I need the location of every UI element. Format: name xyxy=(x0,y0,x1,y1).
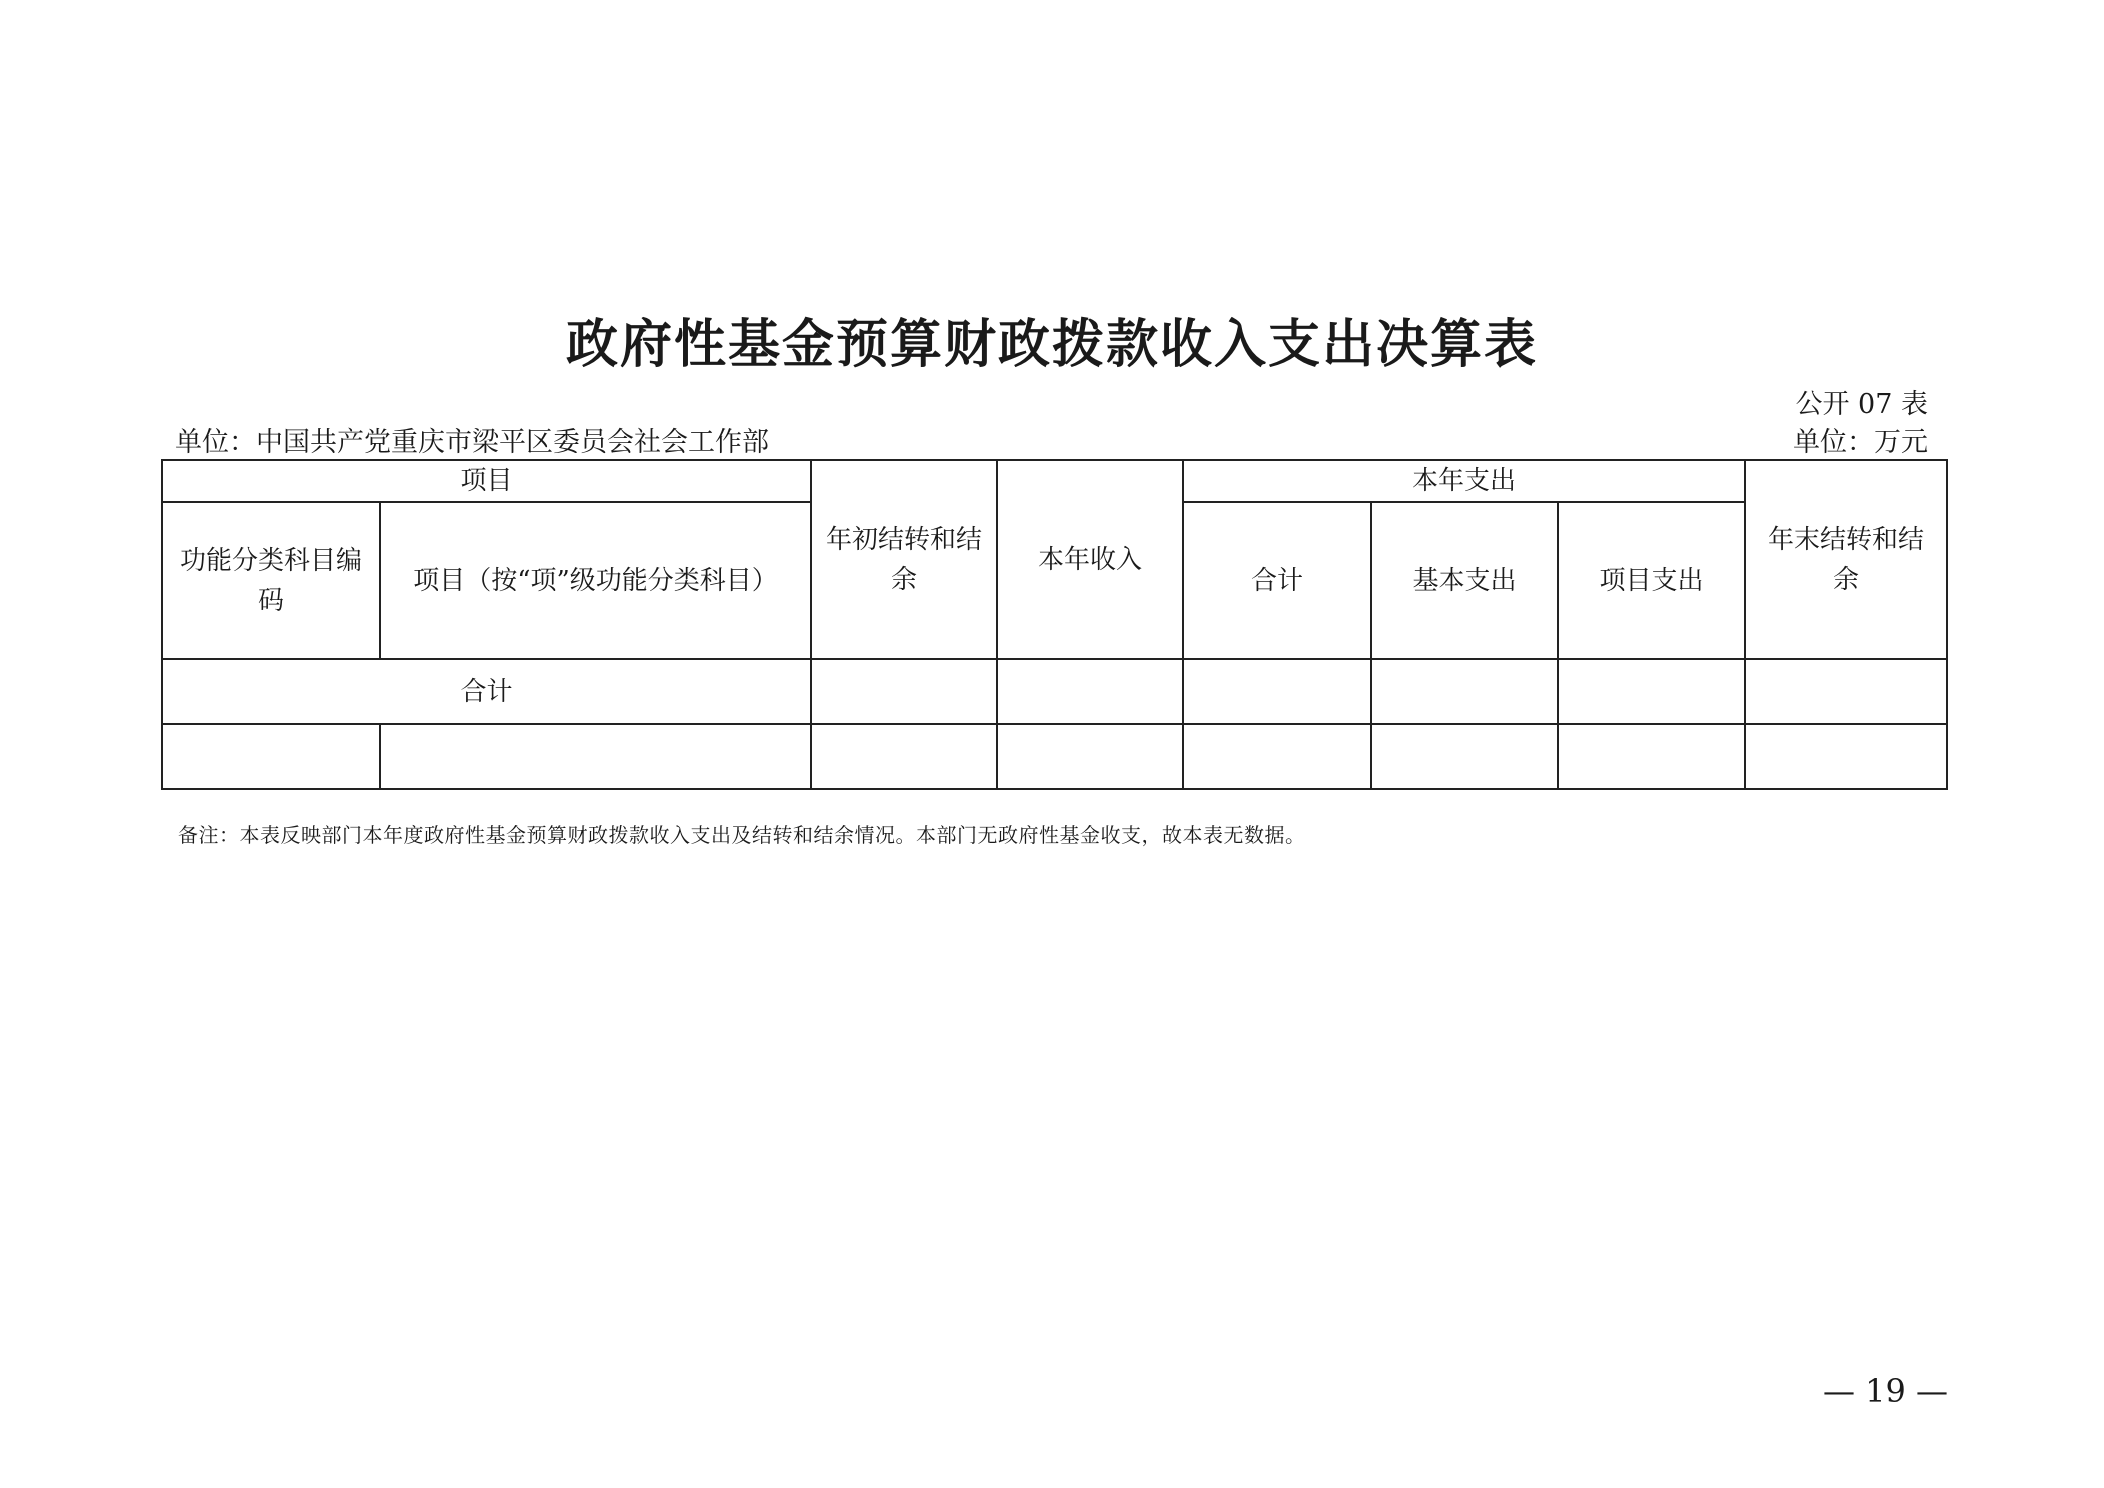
total-expense-project xyxy=(1558,659,1745,724)
header-income: 本年收入 xyxy=(997,460,1183,659)
header-project: 项目 xyxy=(162,460,811,502)
unit-organization: 单位：中国共产党重庆市梁平区委员会社会工作部 xyxy=(175,427,769,458)
header-expense-group: 本年支出 xyxy=(1183,460,1745,502)
table-note: 备注：本表反映部门本年度政府性基金预算财政拨款收入支出及结转和结余情况。本部门无政府性基金收支，故本表无数据。 xyxy=(178,823,1306,847)
header-expense-total: 合计 xyxy=(1183,502,1371,659)
total-end-balance xyxy=(1745,659,1947,724)
unit-currency: 单位：万元 xyxy=(1793,427,1928,458)
budget-table xyxy=(161,459,1948,790)
form-number: 公开 07 表 xyxy=(1795,389,1928,420)
page-number: — 19 — xyxy=(1822,1372,1948,1410)
header-begin-balance: 年初结转和结余 xyxy=(811,460,997,659)
cell-expense-total xyxy=(1183,724,1371,789)
table-header-row-1 xyxy=(162,460,1947,502)
page-title: 政府性基金预算财政拨款收入支出决算表 xyxy=(565,315,1538,375)
cell-func-code xyxy=(162,724,380,789)
total-begin-balance xyxy=(811,659,997,724)
cell-income xyxy=(997,724,1183,789)
table-total-row xyxy=(162,659,1947,724)
total-income xyxy=(997,659,1183,724)
header-func-code: 功能分类科目编码 xyxy=(162,502,380,659)
header-expense-basic: 基本支出 xyxy=(1371,502,1558,659)
cell-end-balance xyxy=(1745,724,1947,789)
total-expense-total xyxy=(1183,659,1371,724)
table-row xyxy=(162,724,1947,789)
cell-begin-balance xyxy=(811,724,997,789)
cell-expense-project xyxy=(1558,724,1745,789)
cell-expense-basic xyxy=(1371,724,1558,789)
cell-project-name xyxy=(380,724,811,789)
header-end-balance: 年末结转和结余 xyxy=(1745,460,1947,659)
header-project-name: 项目（按“项”级功能分类科目） xyxy=(380,502,811,659)
total-label: 合计 xyxy=(162,659,811,724)
total-expense-basic xyxy=(1371,659,1558,724)
header-expense-project: 项目支出 xyxy=(1558,502,1745,659)
